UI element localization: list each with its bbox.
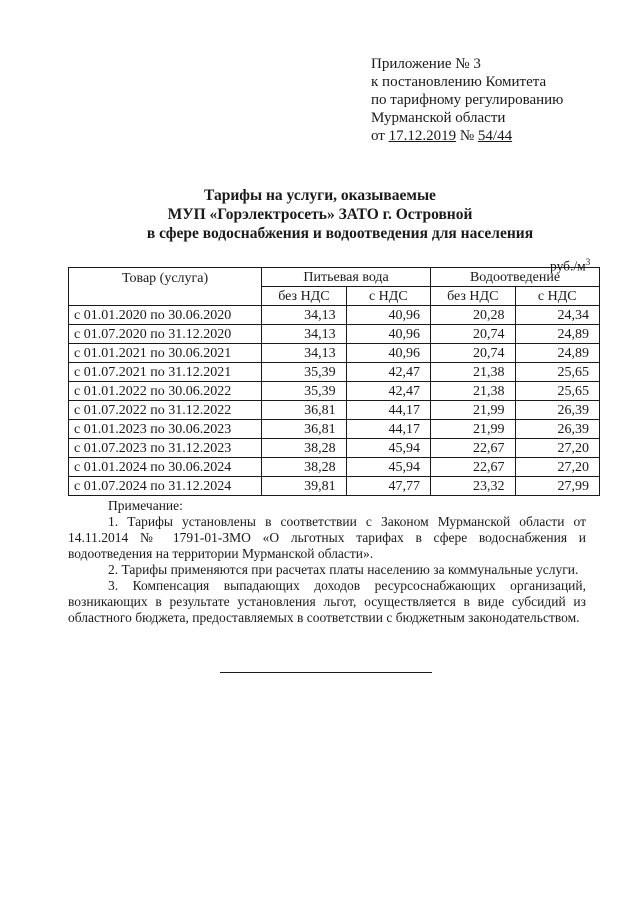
appendix-line-1: Приложение № 3: [371, 56, 481, 72]
water-vat-cell: 42,47: [346, 363, 430, 382]
table-row: [69, 306, 600, 325]
sewage-vat-cell: 25,65: [515, 382, 600, 401]
sewage-no-vat-cell: 23,32: [431, 477, 515, 496]
note-item-3: 3. Компенсация выпадающих доходов ресурсоснабжающих организаций, возникающих в результате установления льгот, осуществляется в виде субсидий из областного бюджета, предоставляемых в соответствии с бюджетным законодательством.: [68, 578, 586, 625]
decree-number: 54/44: [477, 128, 513, 144]
header-water-no-vat: без НДС: [262, 287, 346, 306]
period-cell: с 01.07.2021 по 31.12.2021: [69, 363, 262, 382]
sewage-vat-cell: 26,39: [515, 401, 600, 420]
table-row: [69, 344, 600, 363]
tariff-rows: [69, 306, 600, 496]
water-no-vat-cell: 36,81: [262, 420, 346, 439]
title-line-3: в сфере водоснабжения и водоотведения для населения: [146, 225, 534, 242]
note-item-2: 2. Тарифы применяются при расчетах платы населению за коммунальные услуги.: [108, 562, 579, 577]
appendix-header: [371, 55, 563, 145]
sewage-no-vat-cell: 21,38: [431, 382, 515, 401]
sewage-no-vat-cell: 21,38: [431, 363, 515, 382]
water-vat-cell: 40,96: [346, 325, 430, 344]
notes: [68, 498, 586, 626]
period-cell: с 01.01.2021 по 30.06.2021: [69, 344, 262, 363]
decree-date: 17.12.2019: [388, 128, 457, 144]
water-vat-cell: 45,94: [346, 439, 430, 458]
period-cell: с 01.07.2020 по 31.12.2020: [69, 325, 262, 344]
appendix-date-line: [371, 127, 563, 145]
title-line-2: МУП «Горэлектросеть» ЗАТО г. Островной: [167, 206, 473, 223]
table-row: [69, 458, 600, 477]
water-vat-cell: 44,17: [346, 401, 430, 420]
sewage-vat-cell: 27,20: [515, 439, 600, 458]
water-no-vat-cell: 38,28: [262, 439, 346, 458]
water-no-vat-cell: 35,39: [262, 363, 346, 382]
table-row: [69, 363, 600, 382]
title-line-1: Тарифы на услуги, оказываемые: [204, 187, 436, 204]
period-cell: с 01.07.2024 по 31.12.2024: [69, 477, 262, 496]
sewage-vat-cell: 24,89: [515, 325, 600, 344]
water-no-vat-cell: 34,13: [262, 344, 346, 363]
water-vat-cell: 42,47: [346, 382, 430, 401]
sewage-no-vat-cell: 20,74: [431, 325, 515, 344]
sewage-no-vat-cell: 20,74: [431, 344, 515, 363]
water-no-vat-cell: 34,13: [262, 325, 346, 344]
sewage-vat-cell: 26,39: [515, 420, 600, 439]
period-cell: с 01.01.2024 по 30.06.2024: [69, 458, 262, 477]
water-vat-cell: 45,94: [346, 458, 430, 477]
water-no-vat-cell: 34,13: [262, 306, 346, 325]
sewage-vat-cell: 27,99: [515, 477, 600, 496]
header-drinking-water: Питьевая вода: [262, 268, 431, 287]
header-sewage-no-vat: без НДС: [431, 287, 515, 306]
period-cell: с 01.01.2022 по 30.06.2022: [69, 382, 262, 401]
sewage-vat-cell: 25,65: [515, 363, 600, 382]
water-vat-cell: 47,77: [346, 477, 430, 496]
tariff-table: [68, 267, 600, 496]
appendix-line-3: по тарифному регулированию: [371, 92, 564, 108]
period-cell: с 01.07.2023 по 31.12.2023: [69, 439, 262, 458]
header-sewage: Водоотведение: [431, 268, 600, 287]
water-vat-cell: 40,96: [346, 306, 430, 325]
water-no-vat-cell: 39,81: [262, 477, 346, 496]
table-row: [69, 477, 600, 496]
header-product: Товар (услуга): [69, 268, 262, 306]
note-item-1: 1. Тарифы установлены в соответствии с Законом Мурманской области от 14.11.2014 № 1791-01-ЗМО «О льготных тарифах в сфере водоснабжения и водоотведения на территории Мурманской области».: [68, 514, 586, 561]
header-sewage-vat: с НДС: [515, 287, 600, 306]
water-vat-cell: 44,17: [346, 420, 430, 439]
period-cell: с 01.01.2020 по 30.06.2020: [69, 306, 262, 325]
period-cell: с 01.01.2023 по 30.06.2023: [69, 420, 262, 439]
sewage-vat-cell: 27,20: [515, 458, 600, 477]
signature-rule: [220, 672, 432, 673]
sewage-no-vat-cell: 22,67: [431, 458, 515, 477]
table-row: [69, 325, 600, 344]
number-prefix: №: [459, 128, 475, 144]
table-row: [69, 420, 600, 439]
water-no-vat-cell: 38,28: [262, 458, 346, 477]
sewage-vat-cell: 24,34: [515, 306, 600, 325]
water-no-vat-cell: 35,39: [262, 382, 346, 401]
unit-exponent: 3: [585, 257, 591, 267]
date-prefix: от: [371, 128, 385, 144]
sewage-no-vat-cell: 21,99: [431, 401, 515, 420]
header-water-vat: с НДС: [346, 287, 430, 306]
appendix-line-2: к постановлению Комитета: [371, 74, 547, 90]
table-row: [69, 401, 600, 420]
notes-heading: Примечание:: [108, 498, 183, 513]
table-row: [69, 382, 600, 401]
water-vat-cell: 40,96: [346, 344, 430, 363]
sewage-no-vat-cell: 20,28: [431, 306, 515, 325]
document-title: [0, 186, 640, 243]
appendix-line-4: Мурманской области: [371, 110, 506, 126]
unit-base: руб./м: [550, 258, 586, 274]
table-row: [69, 439, 600, 458]
sewage-vat-cell: 24,89: [515, 344, 600, 363]
period-cell: с 01.07.2022 по 31.12.2022: [69, 401, 262, 420]
sewage-no-vat-cell: 22,67: [431, 439, 515, 458]
sewage-no-vat-cell: 21,99: [431, 420, 515, 439]
water-no-vat-cell: 36,81: [262, 401, 346, 420]
